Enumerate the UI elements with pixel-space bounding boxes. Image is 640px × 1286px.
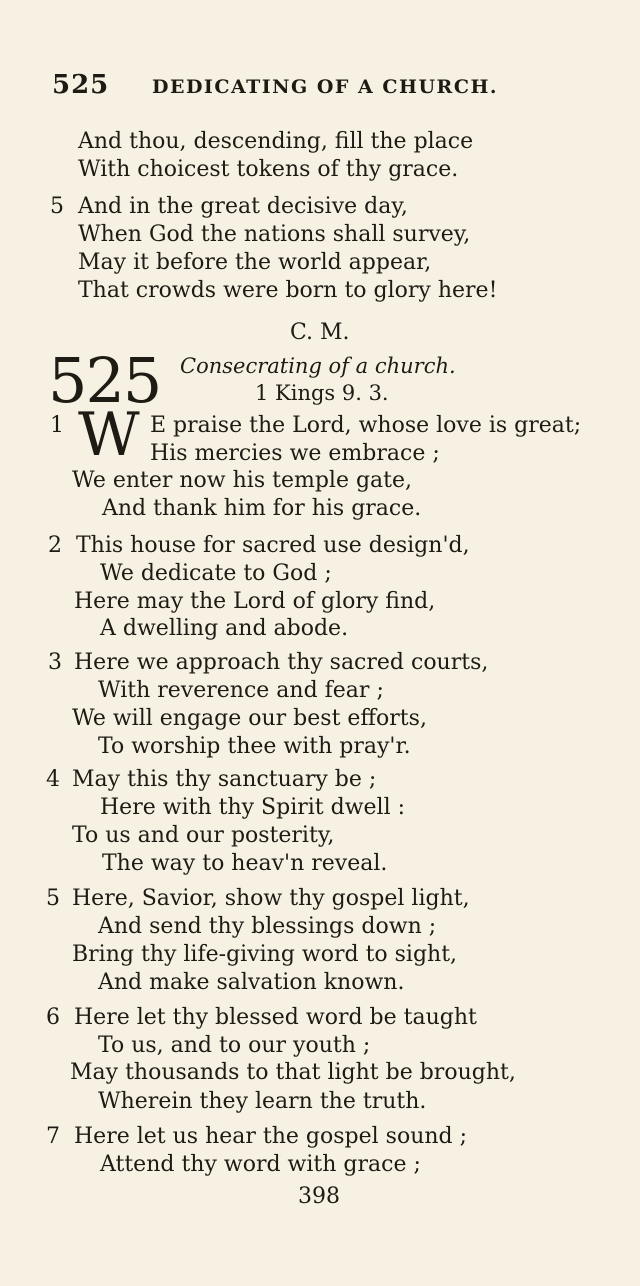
drop-cap: W [78, 400, 140, 470]
verse-number: 5 [46, 886, 60, 911]
verse-line: We dedicate to God ; [100, 561, 332, 586]
verse-line: E praise the Lord, whose love is great; [150, 413, 582, 438]
verse-line: Here with thy Spirit dwell : [100, 795, 406, 820]
verse-line: May it before the world appear, [78, 250, 432, 275]
running-head-title: DEDICATING OF A CHURCH. [152, 76, 499, 98]
verse-line: To us and our posterity, [72, 823, 335, 848]
verse-number: 2 [48, 533, 62, 558]
verse-line: That crowds were born to glory here! [78, 278, 498, 303]
hymn-number: 525 [48, 344, 161, 417]
verse-line: Wherein they learn the truth. [98, 1089, 427, 1114]
verse-line: And in the great decisive day, [78, 194, 408, 219]
verse-line: To us, and to our youth ; [98, 1033, 371, 1058]
verse-line: Bring thy life-giving word to sight, [72, 942, 458, 967]
verse-line: With reverence and fear ; [98, 678, 384, 703]
verse-line: We will engage our best efforts, [72, 706, 427, 731]
verse-number: 1 [50, 413, 64, 438]
verse-line: His mercies we embrace ; [150, 441, 440, 466]
verse-line: Here, Savior, show thy gospel light, [72, 886, 470, 911]
verse-line: To worship thee with pray'r. [98, 734, 411, 759]
verse-line: When God the nations shall survey, [78, 222, 471, 247]
verse-number: 3 [48, 650, 62, 675]
verse-line: This house for sacred use design'd, [76, 533, 470, 558]
verse-line: And send thy blessings down ; [98, 914, 437, 939]
hymn-title: Consecrating of a church. [180, 354, 456, 378]
verse-line: We enter now his temple gate, [72, 468, 413, 493]
verse-line: Here let thy blessed word be taught [74, 1005, 477, 1030]
verse-number: 6 [46, 1005, 60, 1030]
verse-line: Here let us hear the gospel sound ; [74, 1124, 468, 1149]
verse-line: With choicest tokens of thy grace. [78, 157, 459, 182]
page-number: 398 [298, 1184, 340, 1209]
verse-number: 4 [46, 767, 60, 792]
verse-line: Here may the Lord of glory find, [74, 589, 436, 614]
verse-number: 5 [50, 194, 64, 219]
verse-line: May thousands to that light be brought, [70, 1060, 516, 1085]
running-head-hymn-number: 525 [52, 70, 110, 100]
verse-number: 7 [46, 1124, 60, 1149]
hymn-meter: C. M. [290, 320, 350, 345]
verse-line: Attend thy word with grace ; [100, 1152, 421, 1177]
scripture-reference: 1 Kings 9. 3. [255, 381, 389, 405]
verse-line: And thank him for his grace. [102, 496, 422, 521]
verse-line: May this thy sanctuary be ; [72, 767, 377, 792]
verse-line: Here we approach thy sacred courts, [74, 650, 489, 675]
verse-line: The way to heav'n reveal. [102, 851, 388, 876]
verse-line: A dwelling and abode. [100, 616, 349, 641]
verse-line: And thou, descending, fill the place [78, 129, 474, 154]
verse-line: And make salvation known. [98, 970, 405, 995]
